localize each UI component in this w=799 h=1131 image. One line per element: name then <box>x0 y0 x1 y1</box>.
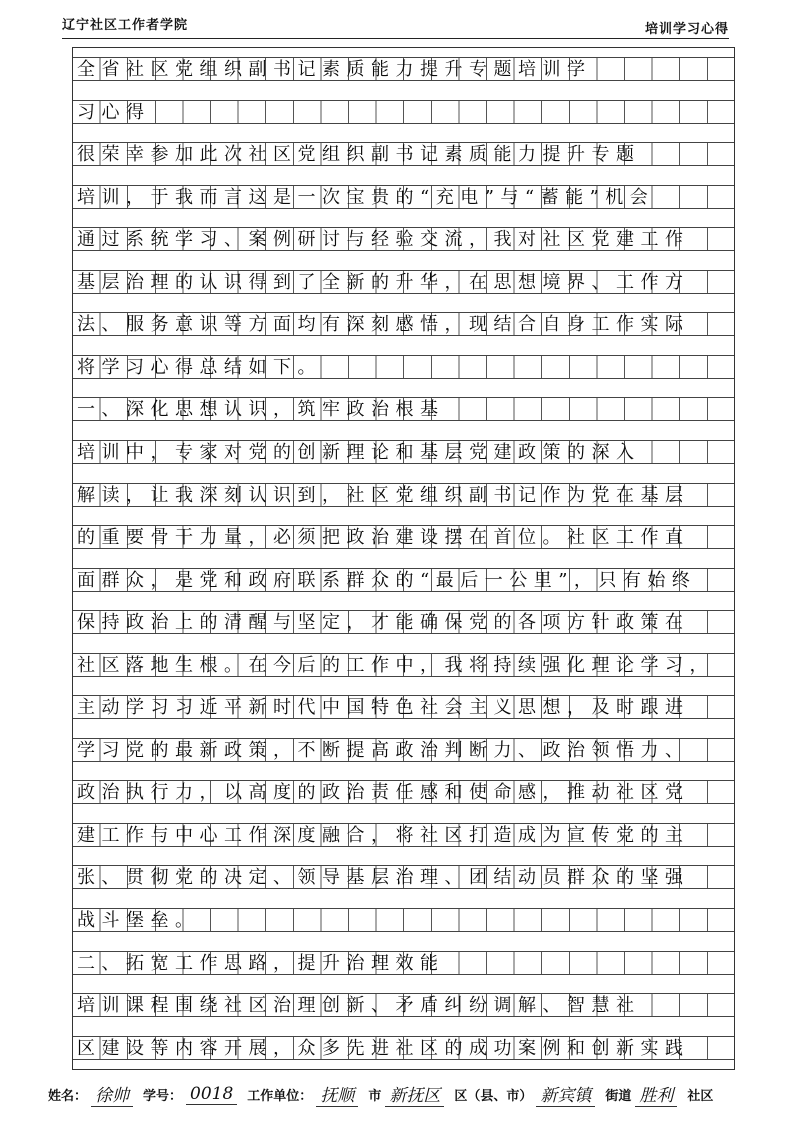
handwritten-line: 习心得 <box>77 101 151 123</box>
community-value: 胜利 <box>635 1081 677 1107</box>
grid-row <box>73 1036 734 1060</box>
grid-row <box>73 185 734 209</box>
grid-row <box>73 653 734 677</box>
handwritten-line: 主动学习习近平新时代中国特色社会主义思想，及时跟进 <box>77 697 690 719</box>
handwritten-line: 张、贯彻党的决定、领导基层治理、团结动员群众的坚强 <box>77 867 690 889</box>
name-label: 姓名： <box>48 1088 88 1104</box>
handwritten-line: 区建设等内容开展，众多先进社区的成功案例和创新实践 <box>77 1037 690 1059</box>
street-label: 街道 <box>605 1088 632 1104</box>
handwritten-line: 战斗堡垒。 <box>77 910 200 931</box>
grid-row <box>73 270 734 294</box>
writing-grid <box>72 47 735 1070</box>
header-doc-type: 培训学习心得 <box>644 22 729 37</box>
grid-row <box>73 355 734 379</box>
handwritten-line: 保持政治上的清醒与坚定，才能确保党的各项方针政策在 <box>77 612 690 634</box>
handwritten-line: 建工作与中心工作深度融合，将社区打造成为宣传党的主 <box>77 824 690 846</box>
grid-row <box>73 483 734 507</box>
grid-row <box>73 738 734 762</box>
grid-row <box>73 142 734 166</box>
handwritten-line: 全省社区党组织副书记素质能力提升专题培训学 <box>77 59 592 80</box>
grid-row <box>73 993 734 1017</box>
street-value: 新宾镇 <box>536 1081 595 1107</box>
grid-row <box>73 440 734 464</box>
handwritten-line: 法、服务意识等方面均有深刻感悟，现结合自身工作实际 <box>77 314 690 336</box>
handwritten-line: 基层治理的认识得到了全新的升华，在思想境界、工作方 <box>77 271 690 293</box>
community-label: 社区 <box>687 1088 714 1104</box>
grid-row <box>73 823 734 847</box>
grid-row <box>73 780 734 804</box>
grid-row <box>73 908 734 932</box>
name-value: 徐帅 <box>91 1081 133 1107</box>
handwritten-line: 将学习心得总结如下。 <box>77 356 322 378</box>
grid-row <box>73 610 734 634</box>
grid-row <box>73 397 734 421</box>
header-rule <box>62 38 729 39</box>
id-label: 学号： <box>143 1088 183 1104</box>
grid-row <box>73 57 734 81</box>
handwritten-line: 面群众，是党和政府联系群众的“最后一公里”，只有始终 <box>77 569 697 591</box>
header-org: 辽宁社区工作者学院 <box>62 18 189 33</box>
handwritten-line: 解读，让我深刻认识到，社区党组织副书记作为党在基层 <box>77 484 690 506</box>
handwritten-line: 一、深化思想认识，筑牢政治根基 <box>77 399 445 421</box>
handwritten-line: 培训，于我而言这是一次宝贵的“充电”与“蓄能”机会 <box>77 186 655 208</box>
grid-row <box>73 865 734 889</box>
city-label: 市 <box>368 1088 382 1104</box>
handwritten-line: 培训中，专家对党的创新理论和基层党建政策的深入 <box>77 441 641 463</box>
handwritten-line: 的重要骨干力量，必须把政治建设摆在首位。社区工作直 <box>77 527 690 549</box>
handwritten-line: 很荣幸参加此次社区党组织副书记素质能力提升专题 <box>77 144 641 166</box>
district-value: 新抚区 <box>385 1081 444 1107</box>
grid-row <box>73 312 734 336</box>
grid-row <box>73 525 734 549</box>
grid-row <box>73 695 734 719</box>
handwritten-line: 二、拓宽工作思路，提升治理效能 <box>77 952 445 974</box>
id-value: 0018 <box>186 1084 237 1105</box>
handwritten-line: 培训课程围绕社区治理创新、矛盾纠纷调解、智慧社 <box>77 995 641 1017</box>
grid-row <box>73 951 734 975</box>
footer-info <box>48 1082 739 1106</box>
unit-label: 工作单位： <box>247 1088 313 1104</box>
handwritten-line: 学习党的最新政策，不断提高政治判断力、政治领悟力、 <box>77 739 690 761</box>
handwritten-line: 社区落地生根。在今后的工作中，我将持续强化理论学习， <box>77 654 714 676</box>
handwritten-line: 政治执行力，以高度的政治责任感和使命感，推动社区党 <box>77 782 690 804</box>
district-label: 区（县、市） <box>454 1088 533 1104</box>
grid-row <box>73 568 734 592</box>
grid-row <box>73 100 734 124</box>
city-value: 抚顺 <box>316 1081 358 1107</box>
grid-row <box>73 227 734 251</box>
handwritten-line: 通过系统学习、案例研讨与经验交流，我对社区党建工作 <box>77 229 690 251</box>
